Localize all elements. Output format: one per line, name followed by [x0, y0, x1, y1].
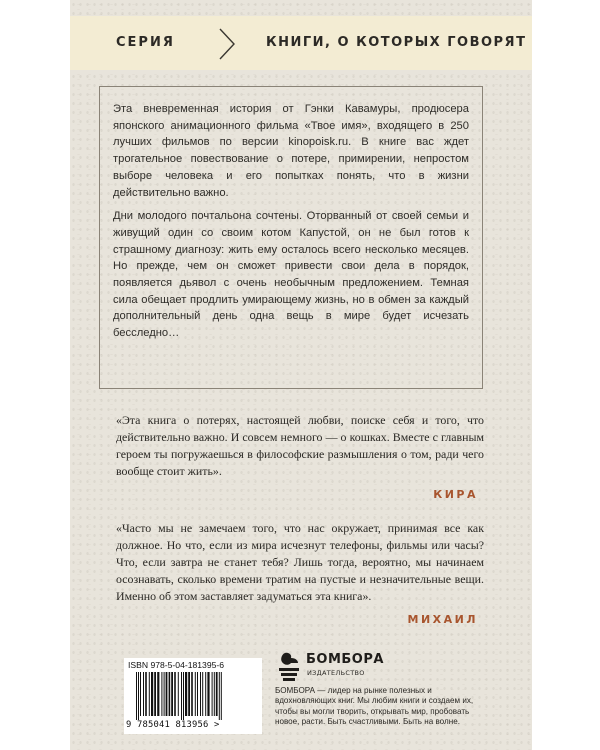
publisher-description: БОМБОРА — лидер на рынке полезных и вдохновляющих книг. Мы любим книги и создаем их, чтобы вы могли творить, открывать мир, пробовать новое, расти. Быть счастливыми. Быть на волне.: [275, 686, 474, 726]
barcode: [126, 672, 260, 720]
bombora-bird-logo-icon: [276, 650, 302, 684]
blurb-text: [113, 101, 469, 349]
review-quote-2: «Часто мы не замечаем того, что нас окружает, принимая все как должное. Но что, если из мира исчезнут телефоны, фильмы или часы? Что, если завтра не станет тебя? Лишь тогда, вероятно, мы начинаем осознавать, сколько времени тратим на пустые и незначительные вещи. Именно об этом заставляет задуматься эта книга».: [116, 521, 484, 603]
review-author-1: КИРА: [433, 488, 478, 501]
back-cover: [70, 0, 532, 750]
series-band: [70, 16, 532, 70]
isbn-label: ISBN 978-5-04-181395-6: [128, 660, 225, 670]
publisher-name: БОМБОРА: [306, 652, 384, 667]
series-title: КНИГИ, О КОТОРЫХ ГОВОРЯТ: [266, 35, 527, 50]
review-author-2: МИХАИЛ: [407, 613, 478, 626]
review-quote-1: «Эта книга о потерях, настоящей любви, поиске себя и того, что действительно важно. И совсем немного — о кошках. Вместе с главным героем ты погружаешься в философские размышления о том, ради чего вообще стоит жить».: [116, 413, 484, 478]
barcode-digits: 9 785041 813956 >: [126, 720, 220, 730]
series-label: СЕРИЯ: [116, 35, 175, 50]
publisher-subtitle: ИЗДАТЕЛЬСТВО: [307, 669, 365, 677]
blurb-paragraph-1: Эта вневременная история от Гэнки Кавамуры, продюсера японского анимационного фильма «Твое имя», входящего в 250 лучших фильмов по версии kinopoisk.ru. В книге вас ждет трогательное повествование о потере, примирении, непростом выборе человека и его попытках понять, что в жизни действительно важно.: [113, 103, 469, 199]
blurb-paragraph-2: Дни молодого почтальона сочтены. Оторванный от своей семьи и живущий один со своим котом Капустой, он не был готов к страшному диагнозу: жить ему осталось всего несколько месяцев. Но прежде, чем он сможет привести свои дела в порядок, появляется дьявол с очень необычным предложением. Темная сила обещает продлить умирающему жизнь, но в обмен за каждый дополнительный день одна вещь в мире будет исчезать бесследно…: [113, 210, 469, 340]
isbn-barcode-block: [124, 658, 262, 734]
chevron-right-icon: [217, 27, 237, 61]
